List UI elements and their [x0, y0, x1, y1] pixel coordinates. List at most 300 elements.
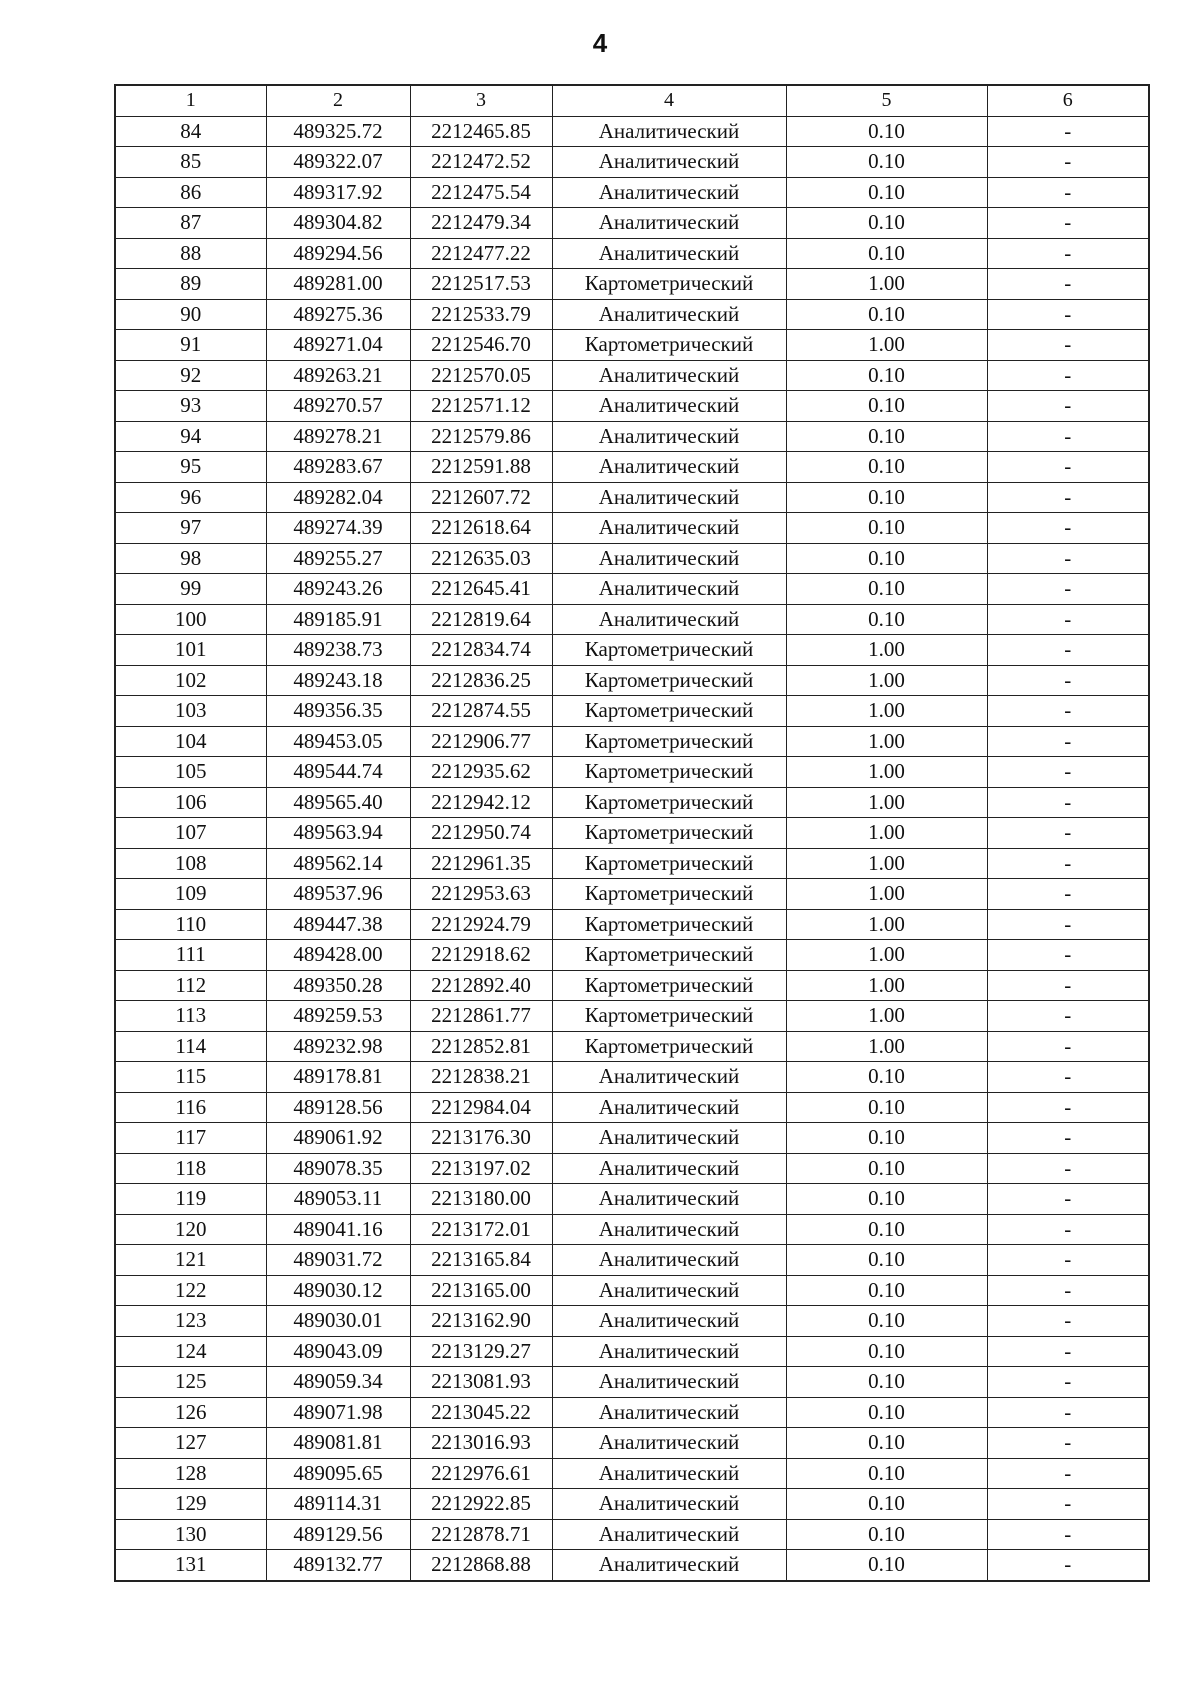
y-coordinate-cell: 2212906.77	[410, 726, 552, 757]
table-row	[115, 787, 1149, 818]
point-number-cell: 84	[115, 116, 266, 147]
table-row	[115, 1031, 1149, 1062]
x-coordinate-cell: 489281.00	[266, 269, 410, 300]
y-coordinate-cell: 2213162.90	[410, 1306, 552, 1337]
method-cell: Картометрический	[552, 787, 786, 818]
point-number-cell: 110	[115, 909, 266, 940]
accuracy-cell: 0.10	[786, 1092, 987, 1123]
method-cell: Аналитический	[552, 1367, 786, 1398]
x-coordinate-cell: 489030.12	[266, 1275, 410, 1306]
method-cell: Аналитический	[552, 1550, 786, 1581]
method-cell: Картометрический	[552, 1031, 786, 1062]
note-cell: -	[987, 818, 1149, 849]
note-cell: -	[987, 848, 1149, 879]
accuracy-cell: 0.10	[786, 360, 987, 391]
point-number-cell: 127	[115, 1428, 266, 1459]
method-cell: Картометрический	[552, 879, 786, 910]
note-cell: -	[987, 1550, 1149, 1581]
accuracy-cell: 1.00	[786, 330, 987, 361]
accuracy-cell: 0.10	[786, 1458, 987, 1489]
note-cell: -	[987, 1062, 1149, 1093]
point-number-cell: 123	[115, 1306, 266, 1337]
x-coordinate-cell: 489081.81	[266, 1428, 410, 1459]
point-number-cell: 91	[115, 330, 266, 361]
x-coordinate-cell: 489059.34	[266, 1367, 410, 1398]
method-cell: Аналитический	[552, 208, 786, 239]
y-coordinate-cell: 2212635.03	[410, 543, 552, 574]
note-cell: -	[987, 940, 1149, 971]
accuracy-cell: 0.10	[786, 513, 987, 544]
accuracy-cell: 1.00	[786, 940, 987, 971]
table-row	[115, 604, 1149, 635]
method-cell: Аналитический	[552, 238, 786, 269]
point-number-cell: 101	[115, 635, 266, 666]
note-cell: -	[987, 1397, 1149, 1428]
note-cell: -	[987, 116, 1149, 147]
accuracy-cell: 0.10	[786, 1428, 987, 1459]
note-cell: -	[987, 1367, 1149, 1398]
y-coordinate-cell: 2212479.34	[410, 208, 552, 239]
y-coordinate-cell: 2212838.21	[410, 1062, 552, 1093]
x-coordinate-cell: 489030.01	[266, 1306, 410, 1337]
coordinates-table	[114, 84, 1150, 1582]
accuracy-cell: 1.00	[786, 635, 987, 666]
method-cell: Аналитический	[552, 1519, 786, 1550]
y-coordinate-cell: 2213129.27	[410, 1336, 552, 1367]
table-row	[115, 1153, 1149, 1184]
table-row	[115, 1245, 1149, 1276]
accuracy-cell: 0.10	[786, 1153, 987, 1184]
method-cell: Аналитический	[552, 1397, 786, 1428]
x-coordinate-cell: 489129.56	[266, 1519, 410, 1550]
point-number-cell: 95	[115, 452, 266, 483]
method-cell: Аналитический	[552, 482, 786, 513]
y-coordinate-cell: 2212546.70	[410, 330, 552, 361]
header-cell: 2	[266, 85, 410, 116]
accuracy-cell: 0.10	[786, 208, 987, 239]
y-coordinate-cell: 2213081.93	[410, 1367, 552, 1398]
note-cell: -	[987, 909, 1149, 940]
y-coordinate-cell: 2212878.71	[410, 1519, 552, 1550]
point-number-cell: 124	[115, 1336, 266, 1367]
x-coordinate-cell: 489132.77	[266, 1550, 410, 1581]
method-cell: Аналитический	[552, 1214, 786, 1245]
method-cell: Картометрический	[552, 726, 786, 757]
header-cell: 3	[410, 85, 552, 116]
x-coordinate-cell: 489562.14	[266, 848, 410, 879]
x-coordinate-cell: 489031.72	[266, 1245, 410, 1276]
y-coordinate-cell: 2212607.72	[410, 482, 552, 513]
method-cell: Аналитический	[552, 1306, 786, 1337]
method-cell: Картометрический	[552, 696, 786, 727]
method-cell: Картометрический	[552, 269, 786, 300]
page-number: 4	[592, 28, 608, 58]
note-cell: -	[987, 726, 1149, 757]
table-row	[115, 269, 1149, 300]
table-row	[115, 1367, 1149, 1398]
point-number-cell: 92	[115, 360, 266, 391]
header-row	[115, 85, 1149, 116]
accuracy-cell: 0.10	[786, 147, 987, 178]
table-row	[115, 726, 1149, 757]
method-cell: Аналитический	[552, 360, 786, 391]
accuracy-cell: 0.10	[786, 1123, 987, 1154]
y-coordinate-cell: 2212465.85	[410, 116, 552, 147]
x-coordinate-cell: 489274.39	[266, 513, 410, 544]
accuracy-cell: 1.00	[786, 879, 987, 910]
header-cell: 4	[552, 85, 786, 116]
note-cell: -	[987, 1184, 1149, 1215]
method-cell: Картометрический	[552, 635, 786, 666]
x-coordinate-cell: 489428.00	[266, 940, 410, 971]
note-cell: -	[987, 1428, 1149, 1459]
accuracy-cell: 1.00	[786, 269, 987, 300]
x-coordinate-cell: 489275.36	[266, 299, 410, 330]
x-coordinate-cell: 489114.31	[266, 1489, 410, 1520]
x-coordinate-cell: 489043.09	[266, 1336, 410, 1367]
x-coordinate-cell: 489294.56	[266, 238, 410, 269]
table-row	[115, 1062, 1149, 1093]
x-coordinate-cell: 489317.92	[266, 177, 410, 208]
note-cell: -	[987, 1336, 1149, 1367]
accuracy-cell: 0.10	[786, 1550, 987, 1581]
accuracy-cell: 0.10	[786, 1184, 987, 1215]
note-cell: -	[987, 696, 1149, 727]
y-coordinate-cell: 2213176.30	[410, 1123, 552, 1154]
table-row	[115, 513, 1149, 544]
note-cell: -	[987, 970, 1149, 1001]
table-row	[115, 818, 1149, 849]
note-cell: -	[987, 1123, 1149, 1154]
x-coordinate-cell: 489178.81	[266, 1062, 410, 1093]
point-number-cell: 108	[115, 848, 266, 879]
table-row	[115, 421, 1149, 452]
x-coordinate-cell: 489259.53	[266, 1001, 410, 1032]
method-cell: Аналитический	[552, 421, 786, 452]
method-cell: Картометрический	[552, 1001, 786, 1032]
table-header	[115, 85, 1149, 116]
y-coordinate-cell: 2212517.53	[410, 269, 552, 300]
note-cell: -	[987, 1153, 1149, 1184]
note-cell: -	[987, 238, 1149, 269]
method-cell: Аналитический	[552, 116, 786, 147]
note-cell: -	[987, 147, 1149, 178]
x-coordinate-cell: 489061.92	[266, 1123, 410, 1154]
table-row	[115, 543, 1149, 574]
accuracy-cell: 0.10	[786, 1214, 987, 1245]
point-number-cell: 120	[115, 1214, 266, 1245]
method-cell: Аналитический	[552, 604, 786, 635]
point-number-cell: 106	[115, 787, 266, 818]
note-cell: -	[987, 787, 1149, 818]
accuracy-cell: 0.10	[786, 1489, 987, 1520]
y-coordinate-cell: 2212472.52	[410, 147, 552, 178]
point-number-cell: 103	[115, 696, 266, 727]
method-cell: Аналитический	[552, 1428, 786, 1459]
y-coordinate-cell: 2213016.93	[410, 1428, 552, 1459]
y-coordinate-cell: 2212922.85	[410, 1489, 552, 1520]
point-number-cell: 96	[115, 482, 266, 513]
y-coordinate-cell: 2212942.12	[410, 787, 552, 818]
y-coordinate-cell: 2212571.12	[410, 391, 552, 422]
point-number-cell: 117	[115, 1123, 266, 1154]
x-coordinate-cell: 489128.56	[266, 1092, 410, 1123]
note-cell: -	[987, 1306, 1149, 1337]
method-cell: Картометрический	[552, 330, 786, 361]
point-number-cell: 94	[115, 421, 266, 452]
point-number-cell: 116	[115, 1092, 266, 1123]
accuracy-cell: 0.10	[786, 421, 987, 452]
method-cell: Аналитический	[552, 1062, 786, 1093]
accuracy-cell: 1.00	[786, 848, 987, 879]
method-cell: Аналитический	[552, 452, 786, 483]
table-row	[115, 177, 1149, 208]
y-coordinate-cell: 2212618.64	[410, 513, 552, 544]
point-number-cell: 102	[115, 665, 266, 696]
y-coordinate-cell: 2212961.35	[410, 848, 552, 879]
note-cell: -	[987, 452, 1149, 483]
x-coordinate-cell: 489282.04	[266, 482, 410, 513]
method-cell: Аналитический	[552, 1336, 786, 1367]
table-row	[115, 208, 1149, 239]
accuracy-cell: 0.10	[786, 116, 987, 147]
x-coordinate-cell: 489283.67	[266, 452, 410, 483]
table-row	[115, 635, 1149, 666]
point-number-cell: 90	[115, 299, 266, 330]
y-coordinate-cell: 2212935.62	[410, 757, 552, 788]
point-number-cell: 89	[115, 269, 266, 300]
method-cell: Аналитический	[552, 299, 786, 330]
method-cell: Аналитический	[552, 1458, 786, 1489]
x-coordinate-cell: 489243.26	[266, 574, 410, 605]
y-coordinate-cell: 2213197.02	[410, 1153, 552, 1184]
accuracy-cell: 0.10	[786, 238, 987, 269]
accuracy-cell: 1.00	[786, 1031, 987, 1062]
x-coordinate-cell: 489356.35	[266, 696, 410, 727]
table-row	[115, 1336, 1149, 1367]
x-coordinate-cell: 489238.73	[266, 635, 410, 666]
table-row	[115, 1184, 1149, 1215]
point-number-cell: 99	[115, 574, 266, 605]
y-coordinate-cell: 2212477.22	[410, 238, 552, 269]
x-coordinate-cell: 489453.05	[266, 726, 410, 757]
method-cell: Аналитический	[552, 1153, 786, 1184]
note-cell: -	[987, 604, 1149, 635]
x-coordinate-cell: 489350.28	[266, 970, 410, 1001]
table-row	[115, 1001, 1149, 1032]
accuracy-cell: 0.10	[786, 299, 987, 330]
y-coordinate-cell: 2213172.01	[410, 1214, 552, 1245]
y-coordinate-cell: 2212892.40	[410, 970, 552, 1001]
point-number-cell: 98	[115, 543, 266, 574]
point-number-cell: 97	[115, 513, 266, 544]
x-coordinate-cell: 489078.35	[266, 1153, 410, 1184]
point-number-cell: 130	[115, 1519, 266, 1550]
point-number-cell: 104	[115, 726, 266, 757]
table-row	[115, 1092, 1149, 1123]
y-coordinate-cell: 2212861.77	[410, 1001, 552, 1032]
method-cell: Аналитический	[552, 1489, 786, 1520]
table-row	[115, 757, 1149, 788]
header-cell: 1	[115, 85, 266, 116]
point-number-cell: 121	[115, 1245, 266, 1276]
table-row	[115, 116, 1149, 147]
accuracy-cell: 1.00	[786, 696, 987, 727]
method-cell: Картометрический	[552, 848, 786, 879]
table-row	[115, 909, 1149, 940]
table-row	[115, 1123, 1149, 1154]
table-row	[115, 1519, 1149, 1550]
y-coordinate-cell: 2212834.74	[410, 635, 552, 666]
point-number-cell: 100	[115, 604, 266, 635]
x-coordinate-cell: 489255.27	[266, 543, 410, 574]
point-number-cell: 107	[115, 818, 266, 849]
table-row	[115, 360, 1149, 391]
point-number-cell: 122	[115, 1275, 266, 1306]
table-row	[115, 299, 1149, 330]
x-coordinate-cell: 489325.72	[266, 116, 410, 147]
point-number-cell: 119	[115, 1184, 266, 1215]
point-number-cell: 114	[115, 1031, 266, 1062]
table-row	[115, 1214, 1149, 1245]
note-cell: -	[987, 391, 1149, 422]
y-coordinate-cell: 2212570.05	[410, 360, 552, 391]
table-row	[115, 238, 1149, 269]
method-cell: Картометрический	[552, 940, 786, 971]
x-coordinate-cell: 489304.82	[266, 208, 410, 239]
table-body	[115, 116, 1149, 1581]
accuracy-cell: 0.10	[786, 482, 987, 513]
point-number-cell: 109	[115, 879, 266, 910]
table-row	[115, 848, 1149, 879]
x-coordinate-cell: 489041.16	[266, 1214, 410, 1245]
y-coordinate-cell: 2212475.54	[410, 177, 552, 208]
table-row	[115, 1428, 1149, 1459]
note-cell: -	[987, 299, 1149, 330]
point-number-cell: 86	[115, 177, 266, 208]
table-row	[115, 1397, 1149, 1428]
point-number-cell: 128	[115, 1458, 266, 1489]
table-row	[115, 1306, 1149, 1337]
note-cell: -	[987, 513, 1149, 544]
note-cell: -	[987, 574, 1149, 605]
x-coordinate-cell: 489185.91	[266, 604, 410, 635]
method-cell: Картометрический	[552, 757, 786, 788]
x-coordinate-cell: 489053.11	[266, 1184, 410, 1215]
accuracy-cell: 1.00	[786, 1001, 987, 1032]
note-cell: -	[987, 1245, 1149, 1276]
note-cell: -	[987, 177, 1149, 208]
table-row	[115, 391, 1149, 422]
x-coordinate-cell: 489243.18	[266, 665, 410, 696]
note-cell: -	[987, 1489, 1149, 1520]
point-number-cell: 88	[115, 238, 266, 269]
table-row	[115, 696, 1149, 727]
header-cell: 6	[987, 85, 1149, 116]
method-cell: Аналитический	[552, 177, 786, 208]
note-cell: -	[987, 635, 1149, 666]
note-cell: -	[987, 1031, 1149, 1062]
y-coordinate-cell: 2213045.22	[410, 1397, 552, 1428]
note-cell: -	[987, 879, 1149, 910]
note-cell: -	[987, 543, 1149, 574]
accuracy-cell: 1.00	[786, 909, 987, 940]
table-row	[115, 574, 1149, 605]
table-row	[115, 1275, 1149, 1306]
y-coordinate-cell: 2212953.63	[410, 879, 552, 910]
accuracy-cell: 0.10	[786, 1306, 987, 1337]
method-cell: Картометрический	[552, 909, 786, 940]
point-number-cell: 113	[115, 1001, 266, 1032]
accuracy-cell: 0.10	[786, 1367, 987, 1398]
y-coordinate-cell: 2212579.86	[410, 421, 552, 452]
x-coordinate-cell: 489537.96	[266, 879, 410, 910]
point-number-cell: 111	[115, 940, 266, 971]
y-coordinate-cell: 2212950.74	[410, 818, 552, 849]
x-coordinate-cell: 489232.98	[266, 1031, 410, 1062]
x-coordinate-cell: 489563.94	[266, 818, 410, 849]
note-cell: -	[987, 757, 1149, 788]
table-row	[115, 879, 1149, 910]
accuracy-cell: 0.10	[786, 1275, 987, 1306]
header-cell: 5	[786, 85, 987, 116]
accuracy-cell: 0.10	[786, 543, 987, 574]
point-number-cell: 125	[115, 1367, 266, 1398]
point-number-cell: 87	[115, 208, 266, 239]
accuracy-cell: 1.00	[786, 787, 987, 818]
method-cell: Аналитический	[552, 1184, 786, 1215]
accuracy-cell: 0.10	[786, 452, 987, 483]
method-cell: Аналитический	[552, 1092, 786, 1123]
accuracy-cell: 0.10	[786, 177, 987, 208]
x-coordinate-cell: 489270.57	[266, 391, 410, 422]
point-number-cell: 131	[115, 1550, 266, 1581]
x-coordinate-cell: 489271.04	[266, 330, 410, 361]
y-coordinate-cell: 2212984.04	[410, 1092, 552, 1123]
accuracy-cell: 0.10	[786, 1062, 987, 1093]
accuracy-cell: 0.10	[786, 1336, 987, 1367]
point-number-cell: 105	[115, 757, 266, 788]
point-number-cell: 112	[115, 970, 266, 1001]
x-coordinate-cell: 489263.21	[266, 360, 410, 391]
accuracy-cell: 1.00	[786, 726, 987, 757]
y-coordinate-cell: 2212976.61	[410, 1458, 552, 1489]
accuracy-cell: 0.10	[786, 1245, 987, 1276]
table-row	[115, 147, 1149, 178]
table-row	[115, 970, 1149, 1001]
method-cell: Аналитический	[552, 147, 786, 178]
x-coordinate-cell: 489278.21	[266, 421, 410, 452]
point-number-cell: 126	[115, 1397, 266, 1428]
method-cell: Аналитический	[552, 1245, 786, 1276]
y-coordinate-cell: 2213165.84	[410, 1245, 552, 1276]
point-number-cell: 129	[115, 1489, 266, 1520]
x-coordinate-cell: 489447.38	[266, 909, 410, 940]
point-number-cell: 118	[115, 1153, 266, 1184]
note-cell: -	[987, 1275, 1149, 1306]
method-cell: Аналитический	[552, 1275, 786, 1306]
note-cell: -	[987, 360, 1149, 391]
note-cell: -	[987, 1458, 1149, 1489]
accuracy-cell: 1.00	[786, 818, 987, 849]
table-row	[115, 482, 1149, 513]
note-cell: -	[987, 1214, 1149, 1245]
y-coordinate-cell: 2213165.00	[410, 1275, 552, 1306]
y-coordinate-cell: 2212645.41	[410, 574, 552, 605]
note-cell: -	[987, 421, 1149, 452]
table-row	[115, 1489, 1149, 1520]
note-cell: -	[987, 1519, 1149, 1550]
